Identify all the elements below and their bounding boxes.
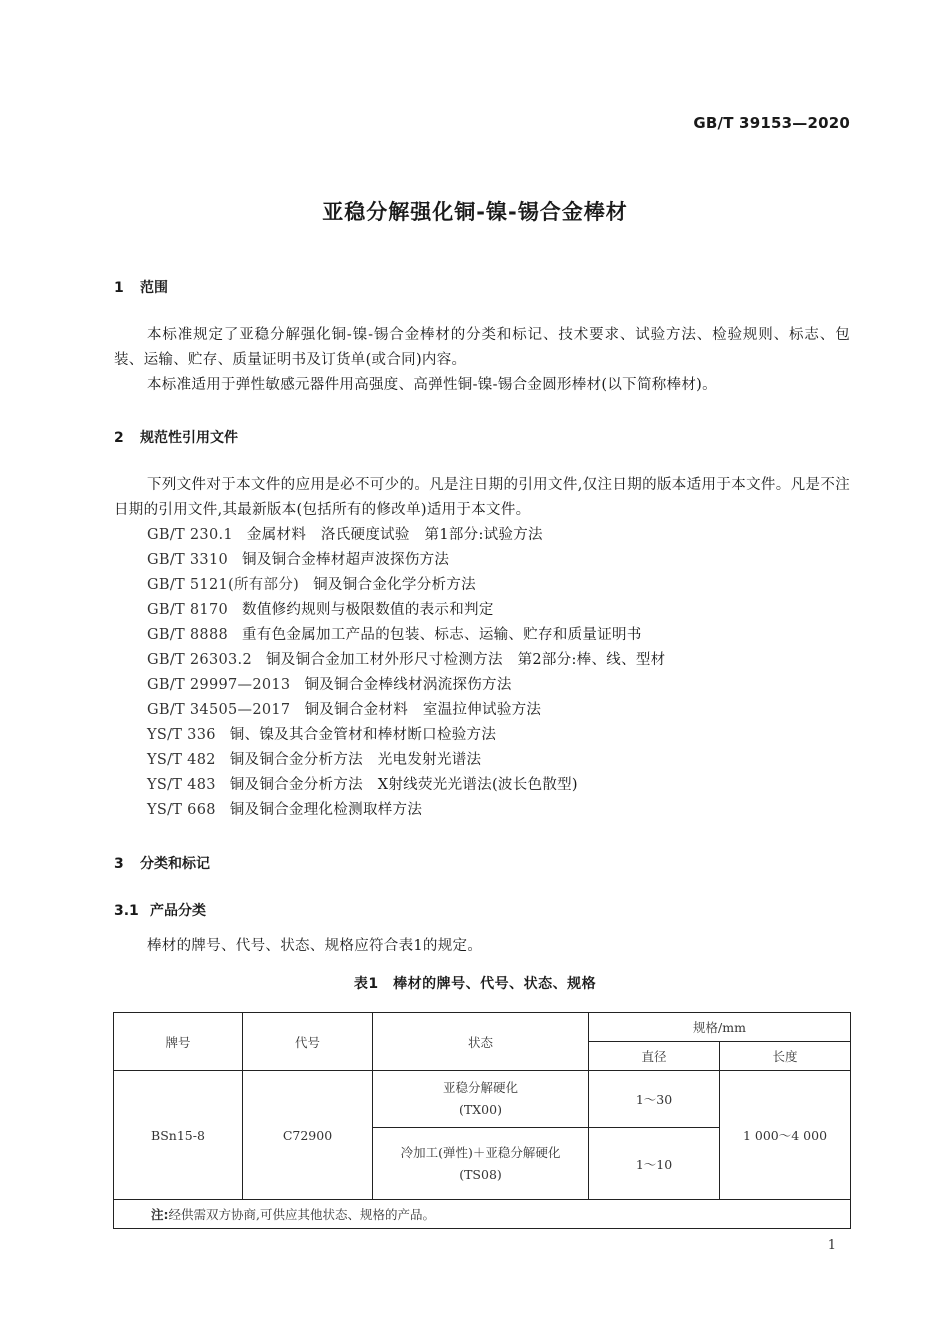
reference-item	[147, 598, 847, 623]
reference-code: YS/T 482	[147, 752, 216, 768]
reference-title: 铜及铜合金材料 室温拉伸试验方法	[304, 702, 542, 718]
section-number: 2	[114, 430, 124, 446]
table-caption: 表1 棒材的牌号、代号、状态、规格	[353, 976, 597, 992]
reference-item	[147, 548, 847, 573]
reference-title: 数值修约规则与极限数值的表示和判定	[242, 602, 494, 618]
reference-code: YS/T 668	[147, 802, 216, 818]
reference-code: GB/T 26303.2	[147, 652, 252, 668]
reference-code: YS/T 483	[147, 777, 216, 793]
table-note	[114, 1200, 851, 1229]
header-diameter: 直径	[589, 1042, 720, 1071]
page-number: 1	[827, 1238, 836, 1253]
section-1-heading	[114, 277, 168, 297]
reference-code: YS/T 336	[147, 727, 216, 743]
reference-title: 铜及铜合金棒材超声波探伤方法	[242, 552, 450, 568]
section-title: 范围	[140, 280, 168, 296]
table-row	[114, 1071, 851, 1128]
reference-code: GB/T 8170	[147, 602, 229, 618]
reference-title: 铜及铜合金理化检测取样方法	[229, 802, 423, 818]
cell-temper	[373, 1128, 589, 1200]
reference-item	[147, 798, 847, 823]
reference-title: 重有色金属加工产品的包装、标志、运输、贮存和质量证明书	[242, 627, 642, 643]
reference-list	[147, 523, 847, 823]
reference-code: GB/T 5121(所有部分)	[147, 577, 300, 593]
header-length: 长度	[720, 1042, 851, 1071]
header-temper: 状态	[373, 1013, 589, 1071]
header-code: 代号	[243, 1013, 373, 1071]
cell-code: C72900	[243, 1071, 373, 1200]
reference-code: GB/T 230.1	[147, 527, 233, 543]
reference-item	[147, 623, 847, 648]
reference-title: 铜及铜合金分析方法 光电发射光谱法	[229, 752, 482, 768]
section-3-heading	[114, 853, 210, 873]
section-title: 分类和标记	[140, 856, 210, 872]
reference-code: GB/T 29997—2013	[147, 677, 291, 693]
temper-code: (TX00)	[459, 1102, 502, 1117]
section-2-paragraph-1: 下列文件对于本文件的应用是必不可少的。凡是注日期的引用文件,仅注日期的版本适用于本文件。凡是不注日期的引用文件,其最新版本(包括所有的修改单)适用于本文件。	[114, 477, 850, 518]
section-number: 3.1	[114, 903, 139, 919]
temper-name: 亚稳分解硬化	[442, 1080, 518, 1095]
reference-code: GB/T 34505—2017	[147, 702, 291, 718]
reference-title: 铜、镍及其合金管材和棒材断口检验方法	[229, 727, 497, 743]
reference-item	[147, 748, 847, 773]
document-title: 亚稳分解强化铜-镍-锡合金棒材	[322, 200, 628, 224]
section-number: 1	[114, 280, 124, 296]
reference-title: 铜及铜合金加工材外形尺寸检测方法 第2部分:棒、线、型材	[265, 652, 666, 668]
note-text: 经供需双方协商,可供应其他状态、规格的产品。	[168, 1207, 435, 1222]
header-spec: 规格/mm	[589, 1013, 851, 1042]
reference-title: 铜及铜合金棒线材涡流探伤方法	[304, 677, 512, 693]
cell-diameter: 1～10	[589, 1128, 720, 1200]
temper-code: (TS08)	[459, 1166, 502, 1182]
temper-name: 冷加工(弹性)＋亚稳分解硬化	[400, 1144, 561, 1160]
section-title: 规范性引用文件	[140, 430, 238, 446]
reference-title: 铜及铜合金化学分析方法	[313, 577, 476, 593]
standard-code: GB/T 39153—2020	[693, 114, 850, 132]
cell-temper	[373, 1071, 589, 1128]
section-1-paragraph-2: 本标准适用于弹性敏感元器件用高强度、高弹性铜-镍-锡合金圆形棒材(以下简称棒材)。	[147, 377, 717, 393]
section-2-heading	[114, 427, 238, 447]
cell-length: 1 000～4 000	[720, 1071, 851, 1200]
table-note-row	[114, 1200, 851, 1229]
spec-table	[113, 1012, 851, 1229]
header-grade: 牌号	[114, 1013, 243, 1071]
section-3-1-paragraph-1: 棒材的牌号、代号、状态、规格应符合表1的规定。	[147, 938, 483, 954]
reference-item	[147, 773, 847, 798]
reference-item	[147, 698, 847, 723]
reference-item	[147, 648, 847, 673]
reference-code: GB/T 3310	[147, 552, 229, 568]
note-label: 注:	[151, 1207, 169, 1222]
reference-item	[147, 523, 847, 548]
reference-item	[147, 723, 847, 748]
cell-diameter: 1～30	[589, 1071, 720, 1128]
cell-grade: BSn15-8	[114, 1071, 243, 1200]
reference-code: GB/T 8888	[147, 627, 229, 643]
section-title: 产品分类	[150, 903, 206, 919]
table-header-row	[114, 1013, 851, 1042]
reference-title: 铜及铜合金分析方法 X射线荧光光谱法(波长色散型)	[229, 777, 578, 793]
section-1-paragraph-1: 本标准规定了亚稳分解强化铜-镍-锡合金棒材的分类和标记、技术要求、试验方法、检验规则、标志、包装、运输、贮存、质量证明书及订货单(或合同)内容。	[114, 327, 850, 368]
section-3-1-heading	[114, 900, 206, 920]
reference-item	[147, 673, 847, 698]
section-number: 3	[114, 856, 124, 872]
reference-item	[147, 573, 847, 598]
reference-title: 金属材料 洛氏硬度试验 第1部分:试验方法	[246, 527, 543, 543]
